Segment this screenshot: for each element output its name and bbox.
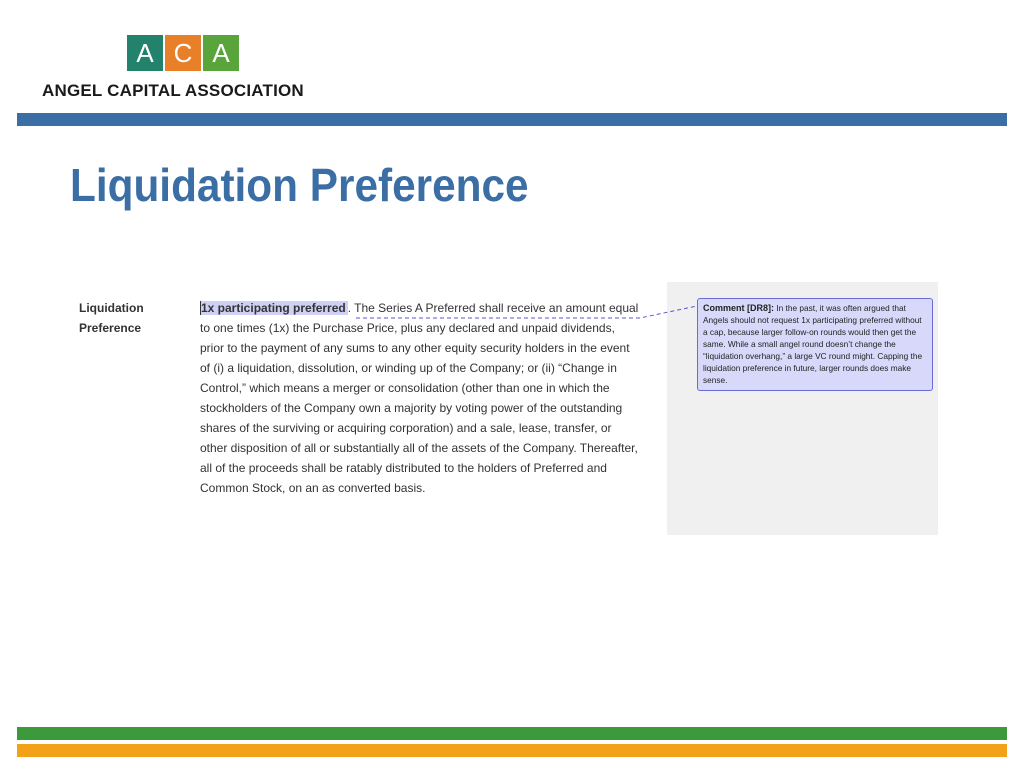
term-label-line1: Liquidation [79,301,144,315]
highlighted-term[interactable]: 1x participating preferred [201,301,346,315]
comment-text: In the past, it was often argued that Angels should not request 1x participating preferred without a cap, because larger follow-on rounds would then get the same. While a small angel round doesn’t change the “liquidation overhang,” a large VC round might. Capping the liquidation preference in future, larger rounds does make sense. [703,303,923,385]
header-divider-bar [17,113,1007,126]
footer-orange-bar [17,744,1007,757]
comment-tag: Comment [DR8]: [703,303,774,313]
slide-title: Liquidation Preference [70,159,529,211]
comment-balloon[interactable] [697,298,933,391]
logo-letter-a: A [127,35,163,71]
footer-green-bar [17,727,1007,740]
logo-letter-a2: A [203,35,239,71]
term-label-line2: Preference [79,321,142,335]
term-label [79,298,189,338]
logo-letter-c: C [165,35,201,71]
term-body [200,298,640,498]
org-name: ANGEL CAPITAL ASSOCIATION [42,81,304,100]
term-text: . The Series A Preferred shall receive an amount equal to one times (1x) the Purchase Price, plus any declared and unpaid dividends, prior to the payment of any sums to any other equity security holders in the event of (i) a liquidation, dissolution, or winding up of the Company; or (ii) “Change in Control,” which means a merger or consolidation (other than one in which the stockholders of the Company own a majority by voting power of the outstanding shares of the surviving or acquiring corporation) and a sale, lease, transfer, or other disposition of all or substantially all of the assets of the Company. Thereafter, all of the proceeds shall be ratably distributed to the holders of Preferred and Common Stock, on an as converted basis. [200,301,639,495]
